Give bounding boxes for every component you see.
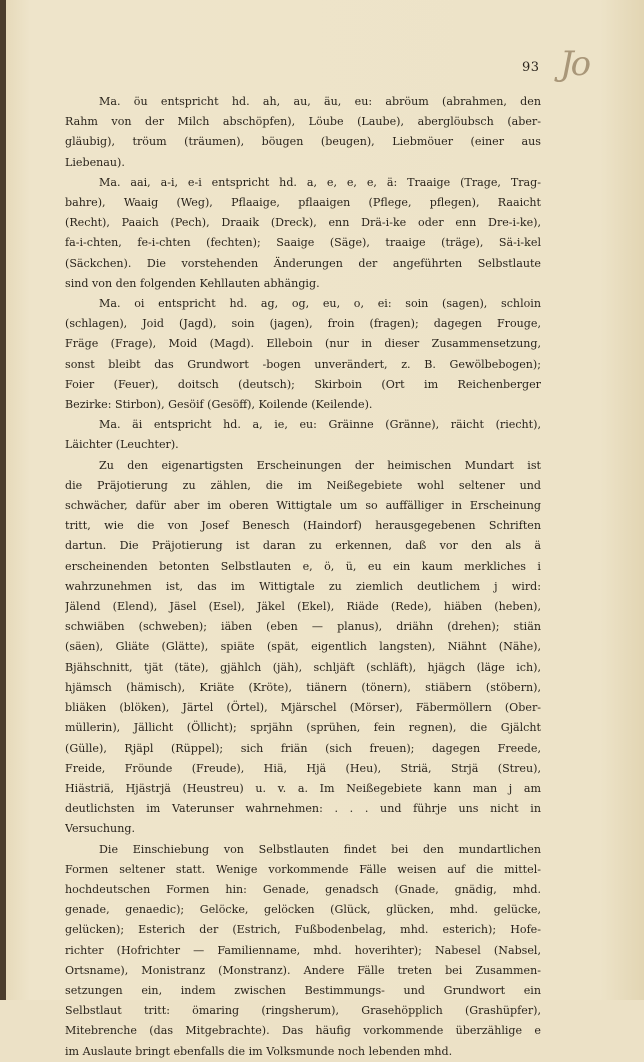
paragraph: [65, 456, 541, 840]
body-text: [65, 92, 541, 1062]
page-number: 93: [522, 60, 540, 75]
text-line: (schlagen), Joid (Jagd), soin (jagen), froin (fragen); dagegen Frouge,: [65, 317, 541, 331]
handwritten-archive-mark: Jo: [560, 44, 589, 84]
text-line: erscheinenden betonten Selbstlauten e, ö, ü, eu ein kaum merkliches i: [65, 559, 541, 573]
text-line: Hiästriä, Hjästrjä (Heustreu) u. v. a. Im Neißegebiete kann man j am: [65, 781, 541, 795]
text-line: müllerin), Jällicht (Öllicht); sprjähn (sprühen, fein regnen), die Gjälcht: [65, 721, 541, 735]
text-line: Ma. aai, a-i, e-i entspricht hd. a, e, e, e, ä: Traaige (Trage, Trag-: [99, 175, 541, 189]
text-line: Formen seltener statt. Wenige vorkommende Fälle weisen auf die mittel-: [65, 862, 541, 876]
paragraph: [65, 173, 541, 294]
text-line: Bezirke: Stirbon), Gesöif (Gesöff), Koilende (Keilende).: [65, 398, 373, 412]
text-line: gläubig), tröum (träumen), böugen (beugen), Liebmöuer (einer aus: [65, 135, 541, 149]
text-line: Bjähschnitt, tjät (täte), gjählch (jäh), schljäft (schläft), hjägch (läge ich),: [65, 660, 541, 674]
text-line: schwächer, dafür aber im oberen Wittigtale um so auffälliger in Erscheinung: [65, 499, 541, 513]
text-line: setzungen ein, indem zwischen Bestimmungs- und Grundwort ein: [65, 983, 541, 997]
text-line: Ma. äi entspricht hd. a, ie, eu: Gräinne (Gränne), räicht (riecht),: [99, 418, 541, 432]
text-line: schwiäben (schweben); iäben (eben — planus), driähn (drehen); stiän: [65, 620, 541, 634]
text-line: sonst bleibt das Grundwort -bogen unverändert, z. B. Gewölbebogen);: [65, 357, 541, 371]
text-line: dartun. Die Präjotierung ist daran zu erkennen, daß vor den als ä: [65, 539, 541, 553]
paragraph: [65, 415, 541, 455]
text-line: Versuchung.: [65, 822, 135, 836]
text-line: Ortsname), Monistranz (Monstranz). Andere Fälle treten bei Zusammen-: [65, 963, 541, 977]
text-line: (Recht), Paaich (Pech), Draaik (Dreck), enn Drä-i-ke oder enn Dre-i-ke),: [65, 216, 541, 230]
text-line: Selbstlaut tritt: ömaring (ringsherum), Grasehöpplich (Grashüpfer),: [65, 1004, 541, 1018]
paragraph: [65, 294, 541, 415]
text-line: (Säckchen). Die vorstehenden Änderungen der angeführten Selbstlaute: [65, 256, 541, 270]
text-line: genade, genaedic); Gelöcke, gelöcken (Glück, glücken, mhd. gelücke,: [65, 903, 541, 917]
paragraph: [65, 840, 541, 1062]
text-line: gelücken); Esterich der (Estrich, Fußbodenbelag, mhd. esterich); Hofe-: [65, 923, 541, 937]
text-line: Jälend (Elend), Jäsel (Esel), Jäkel (Ekel), Riäde (Rede), hiäben (heben),: [65, 600, 541, 614]
text-line: Liebenau).: [65, 155, 125, 169]
text-line: fa-i-chten, fe-i-chten (fechten); Saaige (Säge), traaige (träge), Sä-i-kel: [65, 236, 541, 250]
text-line: Mitebrenche (das Mitgebrachte). Das häufig vorkommende überzählige e: [65, 1024, 541, 1038]
text-line: Ma. öu entspricht hd. ah, au, äu, eu: abröum (abrahmen, den: [99, 95, 541, 108]
text-line: hochdeutschen Formen hin: Genade, genadsch (Gnade, gnädig, mhd.: [65, 882, 541, 896]
text-line: Die Einschiebung von Selbstlauten findet bei den mundartlichen: [99, 842, 541, 856]
text-line: die Präjotierung zu zählen, die im Neißegebiete wohl seltener und: [65, 478, 541, 492]
text-line: richter (Hofrichter — Familienname, mhd. hoverihter); Nabesel (Nabsel,: [65, 943, 541, 957]
text-line: (säen), Gliäte (Glätte), spiäte (spät, eigentlich langsten), Niähnt (Nähe),: [65, 640, 541, 654]
text-line: Zu den eigenartigsten Erscheinungen der heimischen Mundart ist: [99, 458, 541, 472]
text-line: Ma. oi entspricht hd. ag, og, eu, o, ei: soin (sagen), schloin: [99, 297, 541, 311]
text-line: bliäken (blöken), Järtel (Örtel), Mjärschel (Mörser), Fäbermöllern (Ober-: [65, 701, 541, 715]
text-line: Foier (Feuer), doitsch (deutsch); Skirboin (Ort im Reichenberger: [65, 377, 541, 391]
text-line: Freide, Fröunde (Freude), Hiä, Hjä (Heu), Striä, Strjä (Streu),: [65, 761, 541, 775]
text-line: Rahm von der Milch abschöpfen), Löube (Laube), aberglöubsch (aber-: [65, 115, 541, 129]
text-line: hjämsch (hämisch), Kriäte (Kröte), tiänern (tönern), stiäbern (stöbern),: [65, 680, 541, 694]
text-line: deutlichsten im Vaterunser wahrnehmen: . . . und führje uns nicht in: [65, 802, 541, 816]
text-line: wahrzunehmen ist, das im Wittigtale zu ziemlich deutlichem j wird:: [65, 579, 541, 593]
text-line: (Gülle), Rjäpl (Rüppel); sich friän (sich freuen); dagegen Freede,: [65, 741, 541, 755]
text-line: Läichter (Leuchter).: [65, 438, 179, 452]
text-line: im Auslaute bringt ebenfalls die im Volksmunde noch lebenden mhd.: [65, 1044, 453, 1058]
text-line: tritt, wie die von Josef Benesch (Haindorf) herausgegebenen Schriften: [65, 519, 541, 533]
text-line: sind von den folgenden Kehllauten abhängig.: [65, 276, 320, 290]
text-line: bahre), Waaig (Weg), Pflaaige, pflaaigen (Pflege, pflegen), Raaicht: [65, 196, 541, 210]
book-binding-edge: [0, 0, 6, 1000]
text-line: Fräge (Frage), Moid (Magd). Elleboin (nur in dieser Zusammensetzung,: [65, 337, 541, 351]
paragraph: [65, 92, 541, 173]
